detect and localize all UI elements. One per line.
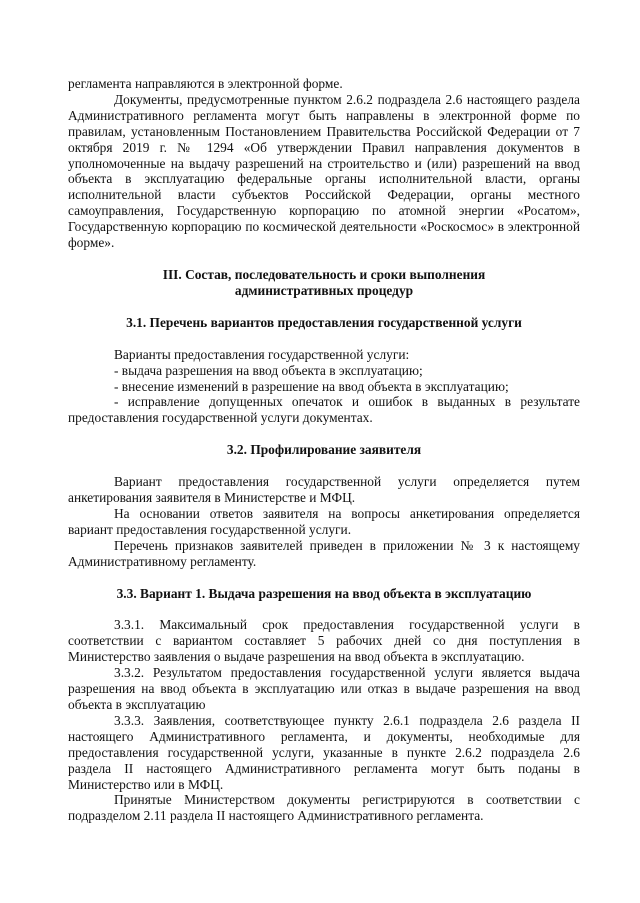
paragraph-3-3-2: 3.3.2. Результатом предоставления государственной услуги является выдача разрешения на ввод объекта в эксплуатацию или отказ в выдаче разрешения на ввод объекта в эксплуатацию — [68, 665, 580, 712]
list-item: - выдача разрешения на ввод объекта в эксплуатацию; — [114, 362, 423, 378]
section-3-heading: III. Состав, последовательность и сроки выполнения административных процедур — [162, 266, 486, 298]
list-item: - исправление допущенных опечаток и ошибок в выданных в результате предоставления государственной услуги документах. — [68, 394, 580, 426]
paragraph-electronic-submission: Документы, предусмотренные пунктом 2.6.2 подраздела 2.6 настоящего раздела Административного регламента могут быть направлены в электронной форме по правилам, установленным Постановлением Правительства Российской Федерации от 7 октября 2019 г. № 1294 «Об утверждении Правил направления документов в уполномоченные на выдачу разрешений на строительство и (или) разрешений на ввод объекта в эксплуатацию федеральные органы исполнительной власти, органы исполнительной власти субъектов Российской Федерации, органы местного самоуправления, Государственную корпорацию по атомной энергии «Росатом», Государственную корпорацию по космической деятельности «Роскосмос» в электронной форме». — [68, 91, 580, 251]
subsection-3-1-heading: 3.1. Перечень вариантов предоставления государственной услуги — [126, 314, 522, 330]
paragraph-profiling-3: Перечень признаков заявителей приведен в приложении № 3 к настоящему Административному регламенту. — [68, 537, 580, 569]
subsection-3-3-heading: 3.3. Вариант 1. Выдача разрешения на ввод объекта в эксплуатацию — [116, 585, 532, 601]
paragraph-profiling-2: На основании ответов заявителя на вопросы анкетирования определяется вариант предоставления государственной услуги. — [68, 505, 580, 537]
document-page — [68, 76, 580, 824]
variants-intro: Варианты предоставления государственной услуги: — [114, 346, 410, 362]
paragraph-profiling-1: Вариант предоставления государственной услуги определяется путем анкетирования заявителя в Министерстве и МФЦ. — [68, 474, 580, 506]
paragraph-3-3-1: 3.3.1. Максимальный срок предоставления государственной услуги в соответствии с вариантом составляет 5 рабочих дней со дня поступления в Министерство заявления о выдаче разрешения на ввод объекта в эксплуатацию. — [68, 617, 580, 665]
paragraph-continuation: регламента направляются в электронной форме. — [68, 76, 343, 91]
subsection-3-2-heading: 3.2. Профилирование заявителя — [226, 442, 422, 458]
paragraph-registration: Принятые Министерством документы регистрируются в соответствии с подразделом 2.11 раздела II настоящего Административного регламента. — [68, 792, 580, 824]
list-item: - внесение изменений в разрешение на ввод объекта в эксплуатацию; — [114, 378, 509, 394]
paragraph-3-3-3: 3.3.3. Заявления, соответствующее пункту 2.6.1 подраздела 2.6 раздела II настоящего Административного регламента, и документы, необходимые для предоставления государственной услуги, указанные в пункте 2.6.2 подраздела 2.6 раздела II настоящего Административного регламента могут быть поданы в Министерство или в МФЦ. — [68, 712, 580, 792]
